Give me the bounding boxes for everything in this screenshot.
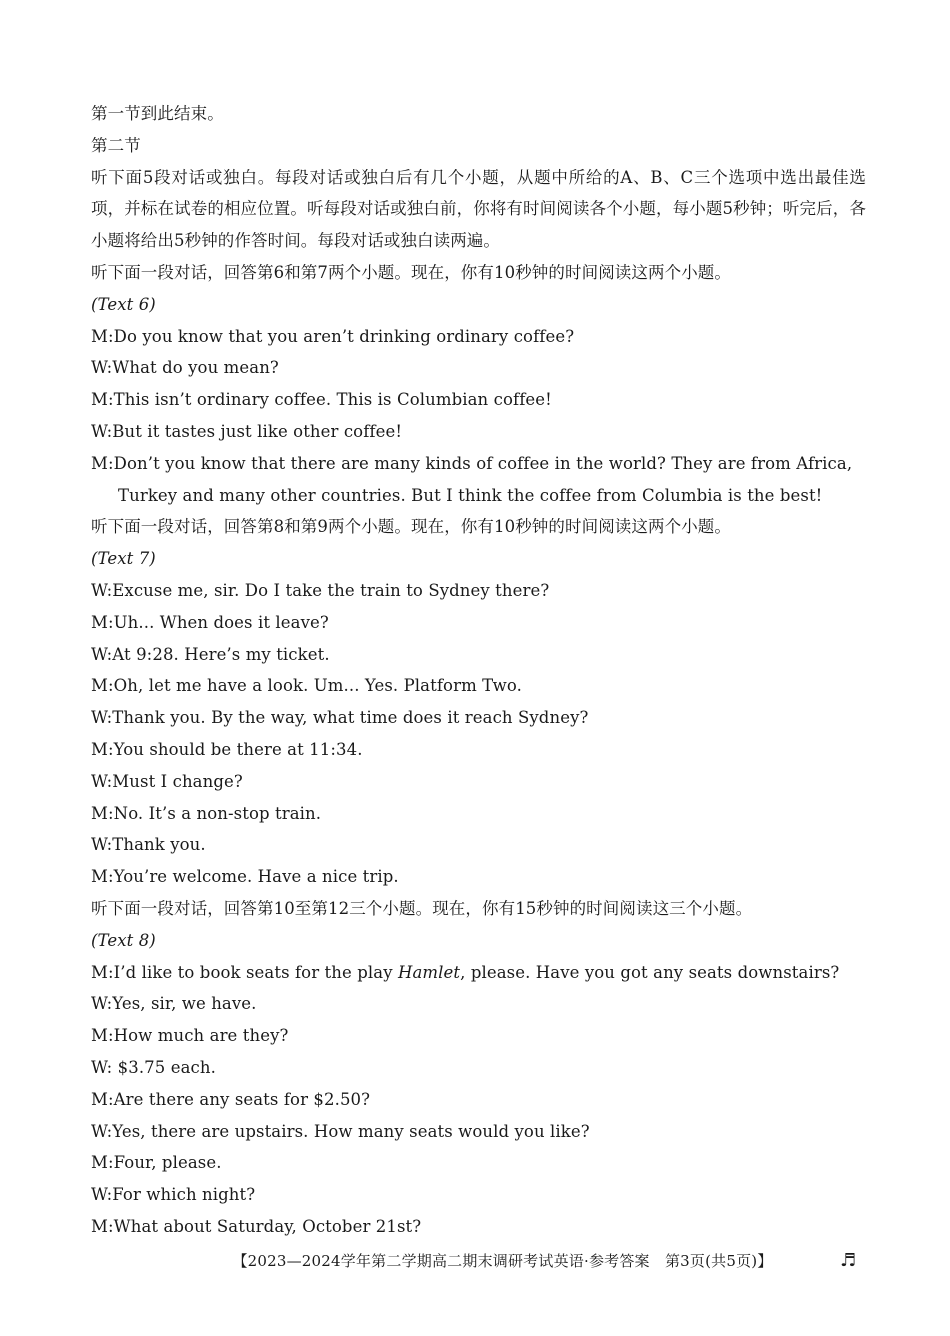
- dialogue-line-part: M:I’d like to book seats for the play: [91, 962, 398, 982]
- dialogue-line: W:Yes, there are upstairs. How many seats would you like?: [91, 1121, 590, 1141]
- page-footer: [0, 1250, 950, 1271]
- dialogue-line: W:Must I change?: [91, 771, 243, 791]
- section2-title: 第二节: [91, 135, 141, 155]
- dialogue-line: M:Four, please.: [91, 1153, 222, 1173]
- footer-text: 【2023—2024学年第二学期高二期末调研考试英语·参考答案 第3页(共5页)】: [232, 1252, 773, 1270]
- dialogue-line: M:No. It’s a non-stop train.: [91, 803, 322, 823]
- dialogue-line: W:For which night?: [91, 1185, 256, 1205]
- text6-intro: 听下面一段对话，回答第6和第7两个小题。现在，你有10秒钟的时间阅读这两个小题。: [91, 262, 731, 282]
- dialogue-line: [91, 957, 866, 989]
- text8-intro: 听下面一段对话，回答第10至第12三个小题。现在，你有15秒钟的时间阅读这三个小题。: [91, 898, 753, 918]
- dialogue-line: M:Oh, let me have a look. Um... Yes. Platform Two.: [91, 676, 522, 696]
- dialogue-line: W:At 9:28. Here’s my ticket.: [91, 644, 330, 664]
- dialogue-line: M:How much are they?: [91, 1026, 289, 1046]
- music-note-icon: ♬: [840, 1250, 857, 1271]
- dialogue-line: W: $3.75 each.: [91, 1057, 216, 1077]
- section2-instructions: 听下面5段对话或独白。每段对话或独白后有几个小题，从题中所给的A、B、C三个选项中选出最佳选项，并标在试卷的相应位置。听每段对话或独白前，你将有时间阅读各个小题，每小题5秒钟；听完后，各小题将给出5秒钟的作答时间。每段对话或独白读两遍。: [91, 167, 866, 251]
- dialogue-line: M:Don’t you know that there are many kinds of coffee in the world? They are from Africa,: [91, 453, 853, 473]
- page-body: [91, 98, 866, 1243]
- play-title: Hamlet: [397, 962, 461, 982]
- dialogue-line: M:Are there any seats for $2.50?: [91, 1089, 371, 1109]
- dialogue-line: W:Thank you.: [91, 835, 206, 855]
- text8-label: (Text 8): [91, 930, 156, 950]
- text6-label: (Text 6): [91, 294, 156, 314]
- section1-end: 第一节到此结束。: [91, 104, 224, 123]
- dialogue-line-continuation: Turkey and many other countries. But I think the coffee from Columbia is the best!: [118, 485, 823, 505]
- dialogue-line: W:Excuse me, sir. Do I take the train to Sydney there?: [91, 580, 550, 600]
- dialogue-line: W:Yes, sir, we have.: [91, 994, 257, 1014]
- dialogue-line: W:But it tastes just like other coffee!: [91, 421, 403, 441]
- dialogue-line: W:What do you mean?: [91, 358, 279, 378]
- dialogue-line: M:Do you know that you aren’t drinking ordinary coffee?: [91, 326, 575, 346]
- dialogue-line: M:You’re welcome. Have a nice trip.: [91, 867, 399, 887]
- dialogue-line: W:Thank you. By the way, what time does it reach Sydney?: [91, 708, 589, 728]
- text7-intro: 听下面一段对话，回答第8和第9两个小题。现在，你有10秒钟的时间阅读这两个小题。: [91, 517, 731, 537]
- dialogue-line: M:What about Saturday, October 21st?: [91, 1216, 422, 1236]
- dialogue-line: M:You should be there at 11:34.: [91, 739, 363, 759]
- dialogue-line-part: , please. Have you got any seats downstairs?: [460, 962, 840, 982]
- text7-label: (Text 7): [91, 549, 156, 569]
- dialogue-line: M:This isn’t ordinary coffee. This is Columbian coffee!: [91, 390, 552, 410]
- dialogue-line: M:Uh... When does it leave?: [91, 612, 329, 632]
